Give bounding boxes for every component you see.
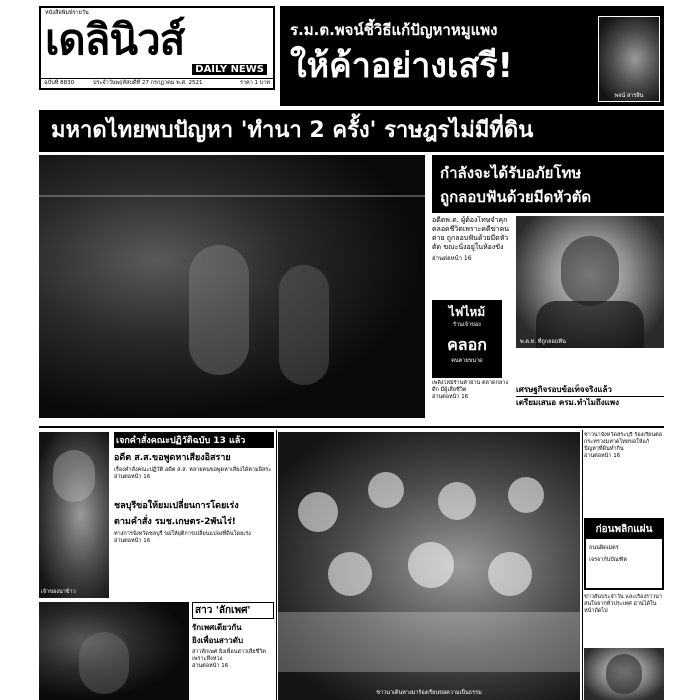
- index-item-1: ถนนผิดเมตร: [589, 545, 619, 551]
- logo-thai: เดลินิวส์: [45, 15, 185, 64]
- banner-headline-bar: [39, 110, 664, 152]
- main-news-photo: [39, 155, 425, 418]
- index-title: ก่อนพลิกแผ่น: [586, 520, 662, 539]
- column-rule-right: [582, 430, 583, 700]
- fire-box-body-text: เพลิงไหม้ร้านค้าย่าน ตลาดกลางดึก มีผู้เสียชีวิต: [432, 380, 509, 393]
- fire-box: [432, 300, 502, 378]
- right-story-headline-2: ถูกลอบฟันด้วยมีดหัวตัด: [440, 188, 592, 206]
- left-portrait-caption: เจ้าของนาข้าว: [41, 589, 76, 595]
- crowd-photo: [278, 432, 580, 700]
- issue-price: ราคา 1 บาท: [239, 80, 270, 86]
- top-story-kicker: ร.ม.ต.พจน์ชี้วิธีแก้ปัญหาหมูแพง: [290, 21, 498, 39]
- logo-english: DAILY NEWS: [192, 64, 267, 75]
- crowd-photo-caption: ชาวนาเดินทางมาร้องเรียนขอความเป็นธรรม: [376, 690, 482, 696]
- fire-box-big: คลอก: [447, 335, 487, 354]
- right-story-headline-1: กำลังจะได้รับอภัยโทษ: [440, 164, 582, 182]
- masthead: [39, 6, 275, 90]
- right-story-headline-box: [432, 155, 664, 213]
- fire-box-more: อ่านต่อหน้า 16: [432, 394, 469, 400]
- bottom-left-more: อ่านต่อหน้า 16: [192, 663, 229, 669]
- left-story-2: [114, 498, 274, 598]
- economy-line-2: เตรียมเสนอ ครม.ทำไมถึงแพง: [516, 398, 619, 407]
- fire-box-sub2: คนตายขนาด: [451, 358, 483, 364]
- right-story-body: [432, 216, 512, 296]
- fire-box-title: ไฟไหม้: [448, 305, 486, 319]
- left-story-2-more: อ่านต่อหน้า 16: [114, 538, 151, 544]
- left-story-2-body: ทางการจังหวัดชลบุรี ขอให้ยุติการเปลี่ยนแปลงที่ดินโดยเร่ง: [114, 531, 251, 537]
- issue-number: ฉบับที่ 8830: [44, 80, 75, 86]
- top-story-photo-caption: พจน์ สารสิน: [614, 93, 644, 99]
- right-column-more: อ่านต่อหน้า 16: [584, 453, 621, 459]
- left-story-1-more: อ่านต่อหน้า 16: [114, 474, 151, 480]
- right-story-body-text: อดีตพ.ต. ผู้ต้องโทษจำคุกตลอดชีวิตเพราะคดีฆ่าคนตาย ถูกลอบฟันด้วยมีดหัวตัด ขณะนั่งอยู่ในห้องขัง: [432, 216, 510, 251]
- right-story-more: อ่านต่อหน้า 16: [432, 255, 472, 262]
- top-story-photo: [598, 16, 660, 102]
- fire-box-sub1: ร้านเจ้าของ: [453, 322, 481, 328]
- right-column-photo: [584, 648, 664, 700]
- column-rule-left: [276, 430, 277, 700]
- bottom-left-story: [192, 602, 274, 700]
- banner-headline: มหาดไทยพบปัญหา 'ทำนา 2 ครั้ง' ราษฎรไม่มีที่ดิน: [51, 118, 534, 143]
- bottom-left-headline-1: สาว 'ลักเพศ': [192, 602, 274, 619]
- bottom-left-photo: [39, 602, 189, 700]
- issue-date: ประจำวันพฤหัสบดีที่ 27 กรกฎาคม พ.ศ. 2521: [93, 80, 203, 86]
- top-story-box: [280, 6, 664, 106]
- fire-box-body: [432, 380, 512, 424]
- newspaper-front-page: [36, 0, 666, 700]
- left-story-1-body: เรื่องคำสั่งคณะปฏิวัติ อดีต ส.ส. หลายคนขอพูดหาเสียงได้ตามอิสระ: [114, 467, 272, 473]
- economy-box: [516, 384, 664, 424]
- left-story-1-headline-1: เจกคำสั่งคณะปฏิวัติฉบับ 13 แล้ว: [114, 432, 274, 448]
- right-column-body-3: ข่าวสั้นประจำวัน และเรื่องราวน่าสนใจจากทั่วประเทศ อ่านได้ในหน้าถัดไป: [584, 594, 664, 644]
- right-story-photo-caption: พ.ต.ท. ที่ถูกลอบฟัน: [520, 339, 566, 345]
- left-portrait-photo: [39, 432, 109, 598]
- economy-line-1: เศรษฐกิจรอบข้อเท็จจริงแล้ว: [516, 384, 664, 397]
- index-item-2: เจรจากับบัณฑิต: [589, 557, 627, 563]
- right-column-body-1: ชาวนาจังหวัดสระบุรี ร้องเรียนต่อกระทรวงมหาดไทยขอให้แก้ปัญหาที่ดินทำกิน: [584, 432, 663, 452]
- masthead-tagline: หนังสือพิมพ์รายวัน: [45, 10, 89, 16]
- bottom-left-headline-3: ยิงเพื่อนสาวดับ: [192, 636, 244, 645]
- right-column-text: [584, 432, 664, 514]
- left-story-1: [114, 432, 274, 494]
- top-story-headline: ให้ค้าอย่างเสรี!: [290, 46, 514, 86]
- right-story-photo: [516, 216, 664, 348]
- left-story-1-headline-2: อดีต ส.ส.ขอพูดหาเสียงอิสราย: [114, 453, 231, 463]
- bottom-left-body: สาวลักเพศ ยิงเพื่อนสาวเสียชีวิต เพราะหึงหวง: [192, 649, 266, 662]
- section-divider: [39, 426, 664, 428]
- left-story-2-headline-2: ตามคำสั่ง รมช.เกษตร-2พันไร่!: [114, 517, 236, 527]
- masthead-rule: [41, 78, 273, 79]
- index-box: [584, 518, 664, 590]
- left-story-2-headline-1: ชลบุรีขอให้ยมเปลี่ยนการโดยเร่ง: [114, 501, 239, 511]
- bottom-left-headline-2: รักเพศเดียวกัน: [192, 623, 242, 632]
